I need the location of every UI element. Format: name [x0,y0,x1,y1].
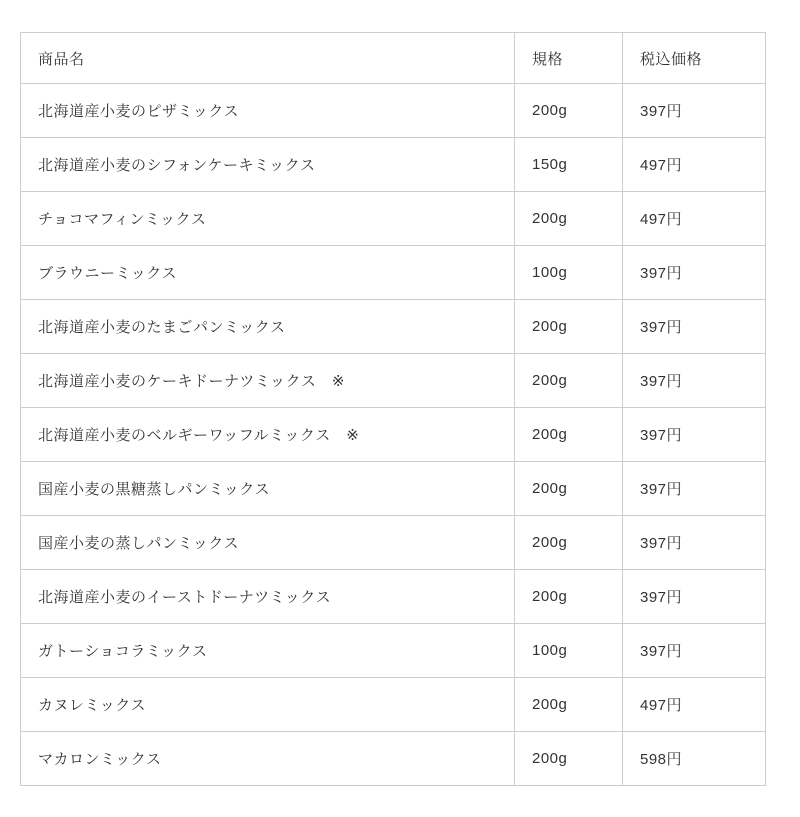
table-row [21,300,766,354]
table-row [21,570,766,624]
price-cell: 397円 [623,570,766,624]
product-name-cell: 北海道産小麦のシフォンケーキミックス [21,138,515,192]
product-name-cell: 北海道産小麦のピザミックス [21,84,515,138]
product-name-cell: 北海道産小麦のベルギーワッフルミックス ※ [21,408,515,462]
table-row [21,84,766,138]
price-cell: 397円 [623,516,766,570]
price-cell: 497円 [623,192,766,246]
product-name-cell: 北海道産小麦のケーキドーナツミックス ※ [21,354,515,408]
product-price-table-container [20,32,766,786]
table-row [21,354,766,408]
table-row [21,516,766,570]
product-name-cell: 国産小麦の蒸しパンミックス [21,516,515,570]
product-name-cell: ブラウニーミックス [21,246,515,300]
column-header-price: 税込価格 [623,33,766,84]
product-name-cell: 北海道産小麦のたまごパンミックス [21,300,515,354]
table-row [21,624,766,678]
product-name-cell: 北海道産小麦のイーストドーナツミックス [21,570,515,624]
table-row [21,462,766,516]
spec-cell: 100g [515,246,623,300]
table-row [21,408,766,462]
price-cell: 397円 [623,84,766,138]
table-row [21,732,766,786]
table-header [21,33,766,84]
spec-cell: 200g [515,516,623,570]
price-cell: 598円 [623,732,766,786]
spec-cell: 200g [515,678,623,732]
product-name-cell: チョコマフィンミックス [21,192,515,246]
table-row [21,678,766,732]
product-name-cell: ガトーショコラミックス [21,624,515,678]
table-row [21,192,766,246]
spec-cell: 200g [515,300,623,354]
column-header-product-name: 商品名 [21,33,515,84]
price-cell: 397円 [623,462,766,516]
spec-cell: 200g [515,84,623,138]
price-cell: 397円 [623,408,766,462]
table-row [21,246,766,300]
table-row [21,138,766,192]
spec-cell: 150g [515,138,623,192]
price-cell: 397円 [623,354,766,408]
spec-cell: 200g [515,570,623,624]
spec-cell: 100g [515,624,623,678]
price-cell: 397円 [623,300,766,354]
price-cell: 397円 [623,246,766,300]
column-header-spec: 規格 [515,33,623,84]
spec-cell: 200g [515,354,623,408]
product-name-cell: マカロンミックス [21,732,515,786]
price-cell: 497円 [623,678,766,732]
product-name-cell: 国産小麦の黒糖蒸しパンミックス [21,462,515,516]
price-cell: 397円 [623,624,766,678]
spec-cell: 200g [515,408,623,462]
product-name-cell: カヌレミックス [21,678,515,732]
header-row [21,33,766,84]
table-body [21,84,766,786]
spec-cell: 200g [515,462,623,516]
price-cell: 497円 [623,138,766,192]
spec-cell: 200g [515,192,623,246]
product-price-table [20,32,766,786]
spec-cell: 200g [515,732,623,786]
